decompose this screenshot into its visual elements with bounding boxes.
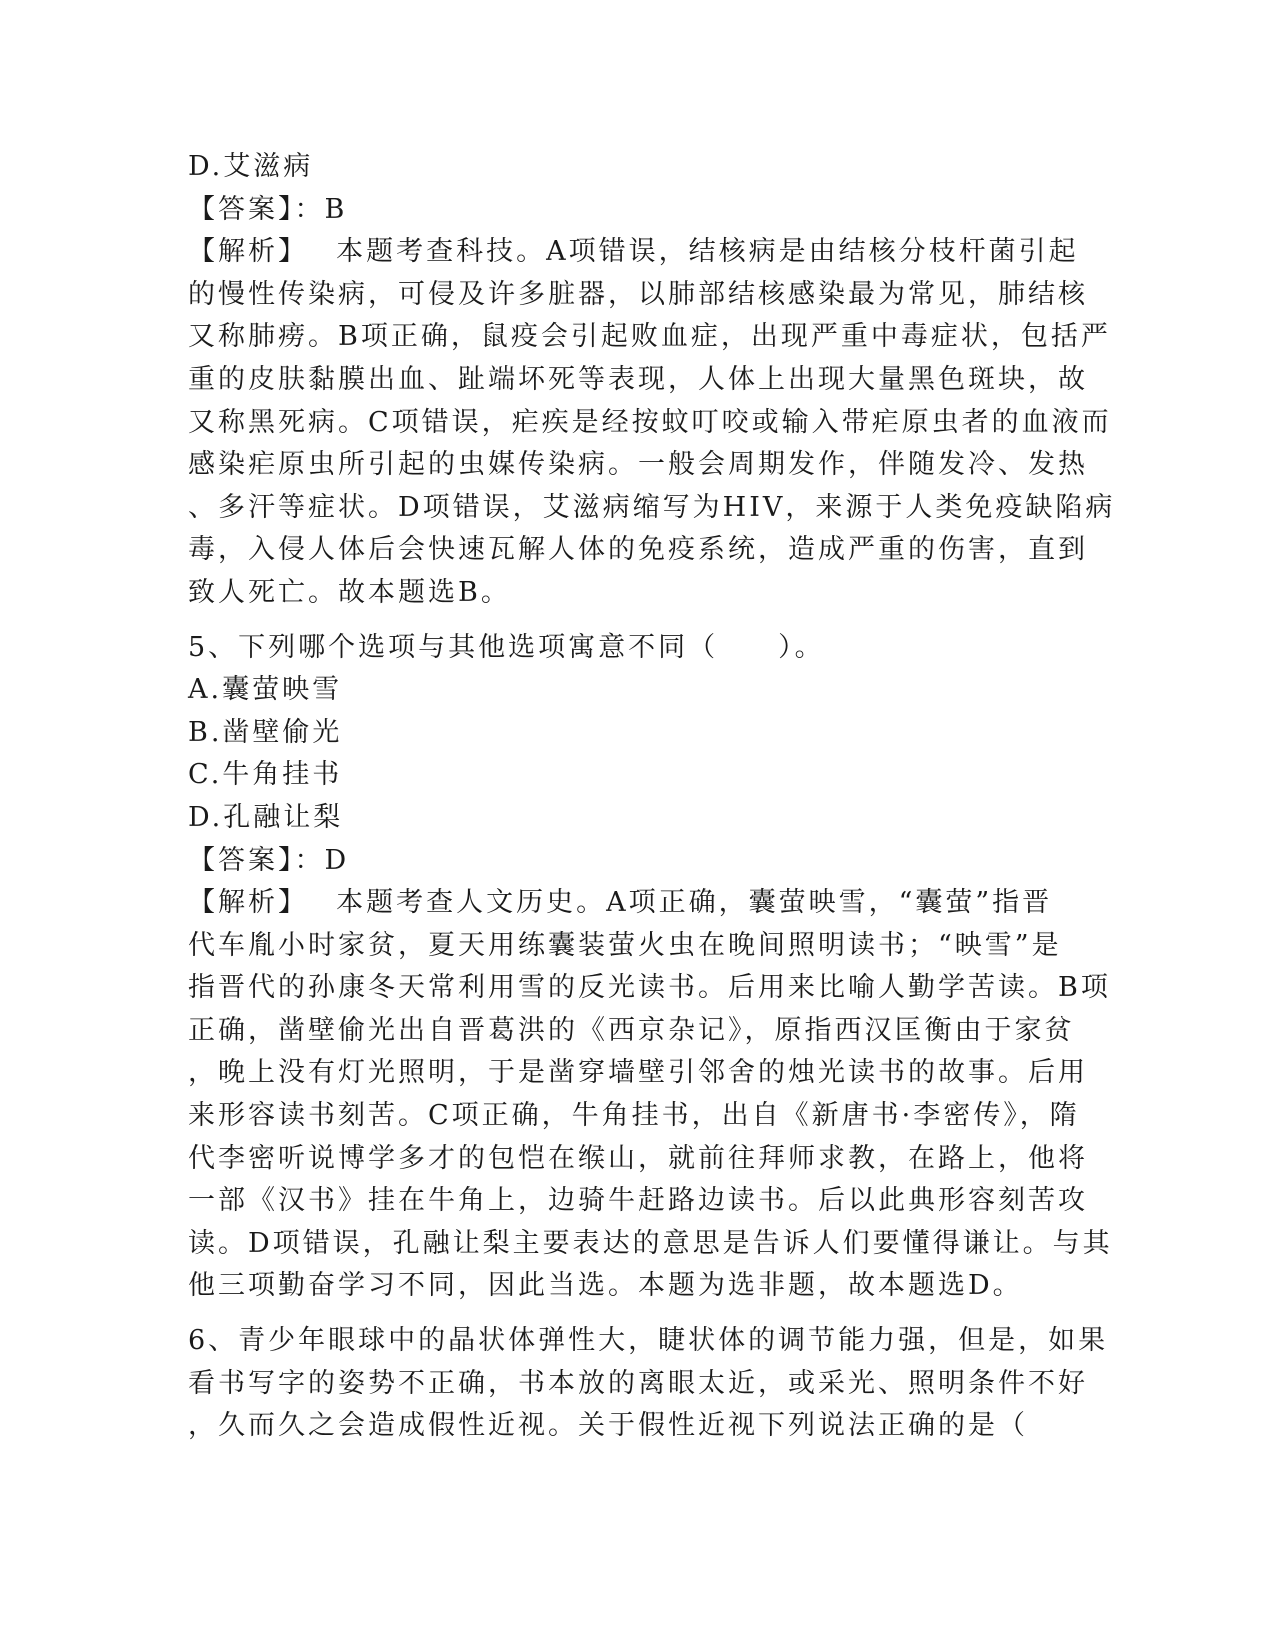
q5-option-c: C.牛角挂书 [188, 759, 343, 791]
q5-analysis-line: 【解析】 本题考查人文历史。A项正确，囊萤映雪，“囊萤”指晋 [188, 887, 1053, 919]
q5-analysis-line: ，晚上没有灯光照明，于是凿穿墙壁引邻舍的烛光读书的故事。后用 [188, 1057, 1088, 1089]
q4-analysis-line: 又称肺痨。B项正确，鼠疫会引起败血症，出现严重中毒症状，包括严 [188, 321, 1111, 353]
q4-analysis-line: 致人死亡。故本题选B。 [188, 576, 511, 608]
q5-analysis-line: 正确，凿壁偷光出自晋葛洪的《西京杂记》，原指西汉匡衡由于家贫 [188, 1014, 1075, 1046]
q5-analysis-line: 指晋代的孙康冬天常利用雪的反光读书。后用来比喻人勤学苦读。B项 [188, 972, 1111, 1004]
q5-option-d: D.孔融让梨 [188, 801, 344, 833]
q5-analysis-line: 读。D项错误，孔融让梨主要表达的意思是告诉人们要懂得谦让。与其 [188, 1227, 1113, 1259]
q4-analysis-line: 毒，入侵人体后会快速瓦解人体的免疫系统，造成严重的伤害，直到 [188, 534, 1088, 566]
q4-analysis-line: 重的皮肤黏膜出血、趾端坏死等表现，人体上出现大量黑色斑块，故 [188, 363, 1088, 395]
document-page [188, 146, 1116, 1448]
q5-analysis-line: 一部《汉书》挂在牛角上，边骑牛赶路边读书。后以此典形容刻苦攻 [188, 1185, 1088, 1217]
q5-analysis-line: 他三项勤奋学习不同，因此当选。本题为选非题，故本题选D。 [188, 1270, 1023, 1302]
q4-analysis-line: 、多汗等症状。D项错误，艾滋病缩写为HIV，来源于人类免疫缺陷病 [188, 491, 1116, 523]
q5-option-a: A.囊萤映雪 [188, 674, 343, 706]
q4-option-d: D.艾滋病 [188, 151, 314, 182]
q5-analysis-line: 来形容读书刻苦。C项正确，牛角挂书，出自《新唐书·李密传》，隋 [188, 1100, 1080, 1132]
q4-analysis-line: 感染疟原虫所引起的虫媒传染病。一般会周期发作，伴随发冷、发热 [188, 449, 1088, 481]
q4-answer: 【答案】：B [188, 193, 348, 225]
q4-analysis-line: 的慢性传染病，可侵及许多脏器，以肺部结核感染最为常见，肺结核 [188, 278, 1088, 310]
section-gap [188, 615, 1088, 627]
section-gap [188, 1308, 1088, 1320]
q5-stem: 5、下列哪个选项与其他选项寓意不同（ ）。 [188, 631, 825, 663]
q4-analysis-line: 又称黑死病。C项错误，疟疾是经按蚊叮咬或输入带疟原虫者的血液而 [188, 406, 1112, 438]
q5-analysis-line: 代车胤小时家贫，夏天用练囊装萤火虫在晚间照明读书；“映雪”是 [188, 929, 1062, 961]
q5-answer: 【答案】：D [188, 844, 350, 876]
q6-stem-line: 6、青少年眼球中的晶状体弹性大，睫状体的调节能力强，但是，如果 [188, 1325, 1109, 1357]
q6-stem-line: ，久而久之会造成假性近视。关于假性近视下列说法正确的是（ [188, 1410, 1028, 1442]
q6-stem-line: 看书写字的姿势不正确，书本放的离眼太近，或采光、照明条件不好 [188, 1367, 1088, 1399]
q4-analysis-line: 【解析】 本题考查科技。A项错误，结核病是由结核分枝杆菌引起 [188, 236, 1079, 268]
q5-option-b: B.凿壁偷光 [188, 716, 343, 748]
q5-analysis-line: 代李密听说博学多才的包恺在缑山，就前往拜师求教，在路上，他将 [188, 1142, 1088, 1174]
